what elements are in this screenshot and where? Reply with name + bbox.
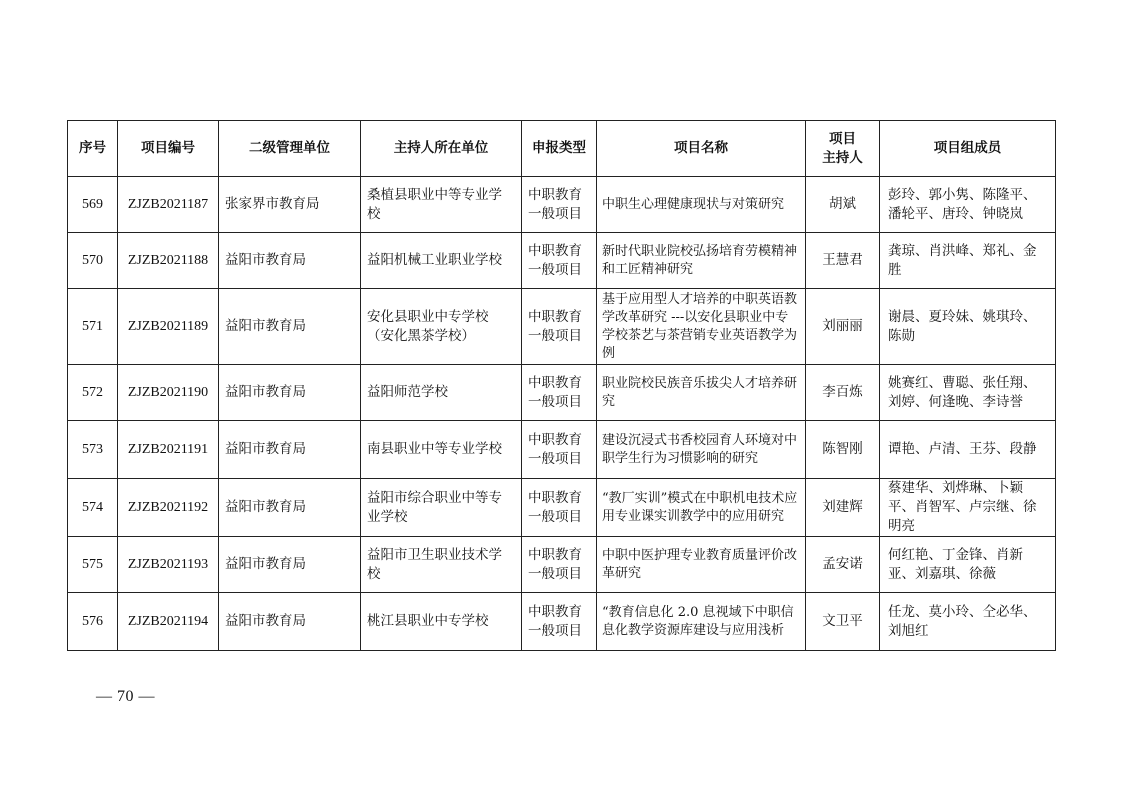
cell-members: 任龙、莫小玲、仝必华、刘旭红 bbox=[880, 593, 1056, 651]
header-code: 项目编号 bbox=[118, 121, 219, 177]
cell-members: 蔡建华、刘烨琳、卜颖平、肖智军、卢宗继、徐明亮 bbox=[880, 479, 1056, 537]
cell-host-unit: 益阳市卫生职业技术学校 bbox=[361, 537, 522, 593]
cell-host: 刘建辉 bbox=[806, 479, 880, 537]
cell-type: 中职教育一般项目 bbox=[522, 365, 597, 421]
cell-unit: 益阳市教育局 bbox=[219, 289, 361, 365]
cell-members: 龚琼、肖洪峰、郑礼、金胜 bbox=[880, 233, 1056, 289]
table-row bbox=[68, 289, 1056, 365]
header-type: 申报类型 bbox=[522, 121, 597, 177]
header-members: 项目组成员 bbox=[880, 121, 1056, 177]
cell-index: 573 bbox=[68, 421, 118, 479]
cell-host-unit: 桑植县职业中等专业学校 bbox=[361, 177, 522, 233]
cell-code: ZJZB2021192 bbox=[118, 479, 219, 537]
cell-host: 王慧君 bbox=[806, 233, 880, 289]
cell-type: 中职教育一般项目 bbox=[522, 593, 597, 651]
table-row bbox=[68, 233, 1056, 289]
table-row bbox=[68, 537, 1056, 593]
table-row bbox=[68, 479, 1056, 537]
cell-host-unit: 南县职业中等专业学校 bbox=[361, 421, 522, 479]
cell-unit: 益阳市教育局 bbox=[219, 593, 361, 651]
table-row bbox=[68, 365, 1056, 421]
header-unit: 二级管理单位 bbox=[219, 121, 361, 177]
table-row bbox=[68, 177, 1056, 233]
header-host-line2: 主持人 bbox=[822, 149, 863, 166]
cell-code: ZJZB2021188 bbox=[118, 233, 219, 289]
cell-host-unit: 益阳师范学校 bbox=[361, 365, 522, 421]
cell-code: ZJZB2021191 bbox=[118, 421, 219, 479]
cell-members: 彭玲、郭小隽、陈隆平、潘轮平、唐玲、钟晓岚 bbox=[880, 177, 1056, 233]
cell-unit: 益阳市教育局 bbox=[219, 365, 361, 421]
cell-unit: 益阳市教育局 bbox=[219, 233, 361, 289]
cell-index: 576 bbox=[68, 593, 118, 651]
cell-title: 新时代职业院校弘扬培育劳模精神和工匠精神研究 bbox=[597, 233, 806, 289]
cell-host-unit: 桃江县职业中专学校 bbox=[361, 593, 522, 651]
header-title: 项目名称 bbox=[597, 121, 806, 177]
cell-index: 570 bbox=[68, 233, 118, 289]
header-host-line1: 项目 bbox=[829, 130, 856, 147]
cell-members: 谢晨、夏玲妹、姚琪玲、陈勋 bbox=[880, 289, 1056, 365]
cell-title: 建设沉浸式书香校园育人环境对中职学生行为习惯影响的研究 bbox=[597, 421, 806, 479]
table-row bbox=[68, 421, 1056, 479]
cell-index: 571 bbox=[68, 289, 118, 365]
cell-title: “教厂实训”模式在中职机电技术应用专业课实训教学中的应用研究 bbox=[597, 479, 806, 537]
cell-title: “教育信息化 2.0 息视域下中职信息化教学资源库建设与应用浅析 bbox=[597, 593, 806, 651]
cell-index: 569 bbox=[68, 177, 118, 233]
cell-host: 陈智刚 bbox=[806, 421, 880, 479]
cell-title: 职业院校民族音乐拔尖人才培养研究 bbox=[597, 365, 806, 421]
header-host bbox=[806, 121, 880, 177]
cell-host: 胡斌 bbox=[806, 177, 880, 233]
cell-unit: 益阳市教育局 bbox=[219, 537, 361, 593]
cell-members: 何红艳、丁金锋、肖新亚、刘嘉琪、徐薇 bbox=[880, 537, 1056, 593]
cell-code: ZJZB2021187 bbox=[118, 177, 219, 233]
cell-unit: 益阳市教育局 bbox=[219, 479, 361, 537]
cell-type: 中职教育一般项目 bbox=[522, 233, 597, 289]
table-row bbox=[68, 593, 1056, 651]
cell-code: ZJZB2021190 bbox=[118, 365, 219, 421]
cell-host-unit: 益阳市综合职业中等专业学校 bbox=[361, 479, 522, 537]
cell-type: 中职教育一般项目 bbox=[522, 537, 597, 593]
cell-type: 中职教育一般项目 bbox=[522, 479, 597, 537]
header-index: 序号 bbox=[68, 121, 118, 177]
cell-type: 中职教育一般项目 bbox=[522, 421, 597, 479]
cell-host: 刘丽丽 bbox=[806, 289, 880, 365]
table-header-row bbox=[68, 121, 1056, 177]
header-host-unit: 主持人所在单位 bbox=[361, 121, 522, 177]
cell-members: 谭艳、卢清、王芬、段静 bbox=[880, 421, 1056, 479]
cell-code: ZJZB2021193 bbox=[118, 537, 219, 593]
project-list-table bbox=[67, 120, 1056, 651]
cell-host-unit: 安化县职业中专学校（安化黑茶学校） bbox=[361, 289, 522, 365]
cell-host: 孟安诺 bbox=[806, 537, 880, 593]
cell-title: 基于应用型人才培养的中职英语教学改革研究 ---以安化县职业中专学校茶艺与茶营销专业英语教学为例 bbox=[597, 289, 806, 365]
cell-members: 姚赛红、曹聪、张任翔、刘婷、何逢晚、李诗誉 bbox=[880, 365, 1056, 421]
cell-index: 574 bbox=[68, 479, 118, 537]
cell-index: 575 bbox=[68, 537, 118, 593]
cell-type: 中职教育一般项目 bbox=[522, 289, 597, 365]
cell-unit: 益阳市教育局 bbox=[219, 421, 361, 479]
cell-code: ZJZB2021194 bbox=[118, 593, 219, 651]
cell-index: 572 bbox=[68, 365, 118, 421]
cell-host-unit: 益阳机械工业职业学校 bbox=[361, 233, 522, 289]
cell-unit: 张家界市教育局 bbox=[219, 177, 361, 233]
cell-host: 李百炼 bbox=[806, 365, 880, 421]
cell-host: 文卫平 bbox=[806, 593, 880, 651]
cell-code: ZJZB2021189 bbox=[118, 289, 219, 365]
page-number: — 70 — bbox=[96, 688, 155, 705]
cell-title: 中职中医护理专业教育质量评价改革研究 bbox=[597, 537, 806, 593]
cell-title: 中职生心理健康现状与对策研究 bbox=[597, 177, 806, 233]
cell-type: 中职教育一般项目 bbox=[522, 177, 597, 233]
